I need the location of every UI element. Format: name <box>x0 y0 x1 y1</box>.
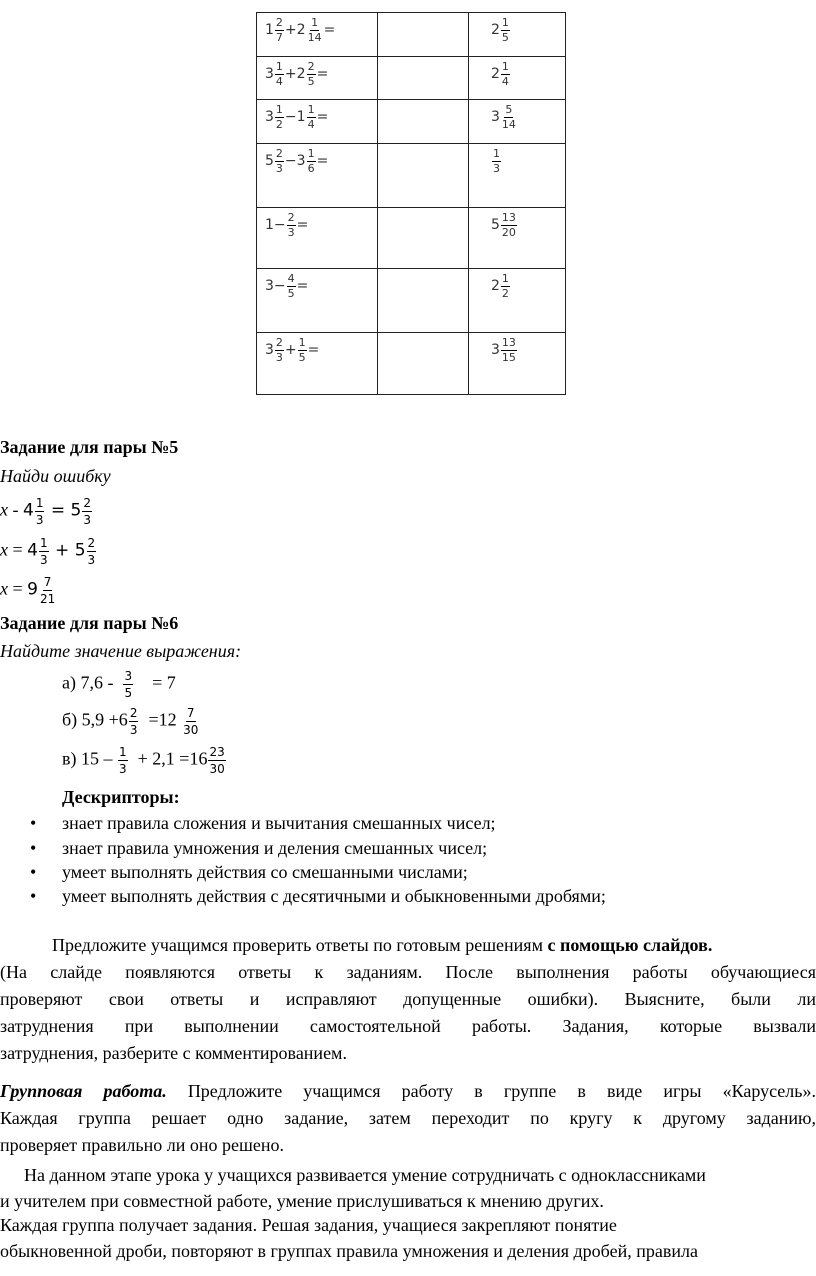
table-row <box>257 57 566 100</box>
bullet-icon: • <box>30 862 37 882</box>
fraction: $\frac{1}{4}$ <box>275 60 283 88</box>
answer-cell: 2 $\frac{1}{4}$ <box>469 57 566 100</box>
list-item: • умеет выполнять действия с десятичными и обыкновенными дробями; <box>30 886 606 906</box>
empty-answer-cell <box>378 100 469 144</box>
fraction: $\frac{1}{4}$ <box>307 103 315 131</box>
list-item: • знает правила умножения и деления смешанных чисел; <box>30 838 488 858</box>
task5-subtitle: Найди ошибку <box>0 466 111 486</box>
task6-subtitle: Найдите значение выражения: <box>0 641 242 661</box>
table-row <box>257 208 566 269</box>
fraction: $\frac{1}{6}$ <box>307 147 315 175</box>
table-row <box>257 13 566 57</box>
fraction: $\frac{2}{5}$ <box>307 60 315 88</box>
fraction: $\frac{2}{7}$ <box>275 16 283 44</box>
fraction: $\frac{13}{20}$ <box>501 211 516 239</box>
answer-cell: 3 $\frac{13}{15}$ <box>469 333 566 395</box>
task5-line3: x = 9 $\frac{7}{21}$ <box>0 575 56 606</box>
task5-title: Задание для пары №5 <box>0 437 179 457</box>
task6-a: а) 7,6 - $\frac{3}{5}$ = 7 <box>62 669 176 700</box>
answer-cell: 2 $\frac{1}{5}$ <box>469 13 566 57</box>
fraction: $\frac{2}{3}$ <box>275 147 283 175</box>
fraction: $\frac{13}{15}$ <box>501 336 516 364</box>
table-row <box>257 269 566 333</box>
expression-cell: 3 $\frac{1}{2}$ − 1 $\frac{1}{4}$ = <box>257 100 378 144</box>
table-row <box>257 100 566 144</box>
empty-answer-cell <box>378 333 469 395</box>
list-item: • знает правила сложения и вычитания смешанных чисел; <box>30 813 496 833</box>
fraction: $\frac{1}{2}$ <box>501 272 509 300</box>
fraction: $\frac{2}{3}$ <box>275 336 283 364</box>
task5-line2: x = 4 $\frac{1}{3}$ + 5 $\frac{2}{3}$ <box>0 536 96 567</box>
expression-cell: 3 $\frac{1}{4}$ + 2 $\frac{2}{5}$ = <box>257 57 378 100</box>
expression-cell: 3 − $\frac{4}{5}$ = <box>257 269 378 333</box>
expression-cell: 3 $\frac{2}{3}$ + $\frac{1}{5}$ = <box>257 333 378 395</box>
fraction: $\frac{5}{14}$ <box>501 103 516 131</box>
answer-cell <box>469 144 566 208</box>
fraction: $\frac{1}{5}$ <box>501 16 509 44</box>
answer-cell: 2 $\frac{1}{2}$ <box>469 269 566 333</box>
expression-cell: 5 $\frac{2}{3}$ − 3 $\frac{1}{6}$ = <box>257 144 378 208</box>
expression-cell: 1 $\frac{2}{7}$ + 2 $\frac{1}{14}$ = <box>257 13 378 57</box>
bullet-icon: • <box>30 838 37 858</box>
fraction: $\frac{1}{4}$ <box>501 60 509 88</box>
expression-cell: 1 − $\frac{2}{3}$ = <box>257 208 378 269</box>
table-row <box>257 144 566 208</box>
list-item: • умеет выполнять действия со смешанными числами; <box>30 862 468 882</box>
task5-line1: x - 4 $\frac{1}{3}$ = 5 $\frac{2}{3}$ <box>0 496 91 527</box>
bullet-icon: • <box>30 886 37 906</box>
fraction: $\frac{2}{3}$ <box>287 211 295 239</box>
matching-table <box>256 12 566 395</box>
fraction: $\frac{1}{2}$ <box>275 103 283 131</box>
empty-answer-cell <box>378 13 469 57</box>
empty-answer-cell <box>378 57 469 100</box>
descriptors-title: Дескрипторы: <box>62 787 180 807</box>
fraction: $\frac{1}{3}$ <box>493 147 500 175</box>
task6-c: в) 15 – $\frac{1}{3}$ + 2,1 =16 $\frac{23}{30}$ <box>62 745 225 776</box>
task6-b: б) 5,9 +6 $\frac{2}{3}$ =12 $\frac{7}{30}$ <box>62 706 199 737</box>
bullet-icon: • <box>30 813 37 833</box>
answer-cell: 3 $\frac{5}{14}$ <box>469 100 566 144</box>
fraction: $\frac{4}{5}$ <box>287 272 295 300</box>
task6-title: Задание для пары №6 <box>0 613 179 633</box>
empty-answer-cell <box>378 144 469 208</box>
table-row <box>257 333 566 395</box>
fraction: $\frac{1}{14}$ <box>307 16 322 44</box>
fraction: $\frac{1}{5}$ <box>298 336 306 364</box>
answer-cell: 5 $\frac{13}{20}$ <box>469 208 566 269</box>
empty-answer-cell <box>378 208 469 269</box>
empty-answer-cell <box>378 269 469 333</box>
